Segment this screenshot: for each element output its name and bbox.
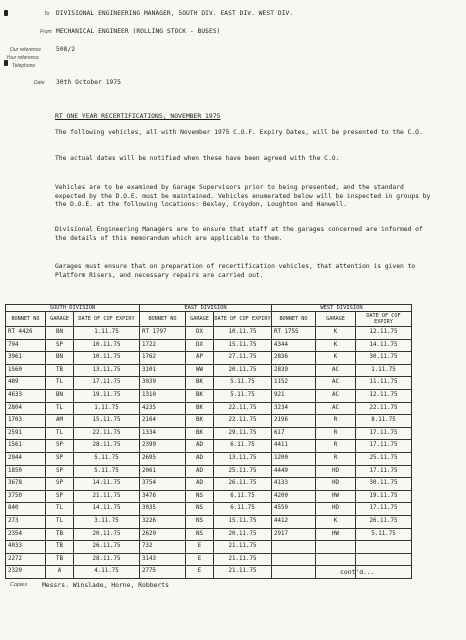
bonnet-no-cell: 4449 <box>272 465 316 478</box>
col-cof-expiry: DATE OF COF EXPIRY <box>214 312 272 327</box>
garage-cell: SP <box>46 465 74 478</box>
bonnet-no-cell: 794 <box>6 339 46 352</box>
cof-expiry-cell: 12.11.75 <box>356 327 412 340</box>
cof-expiry-cell: 20.11.75 <box>74 528 140 541</box>
table-row <box>6 339 412 352</box>
bonnet-no-cell: 1703 <box>6 415 46 428</box>
bonnet-no-cell: 3143 <box>140 553 186 566</box>
table-row <box>6 402 412 415</box>
col-garage: GARAGE <box>186 312 214 327</box>
garage-cell: K <box>316 515 356 528</box>
table-row <box>6 528 412 541</box>
cof-expiry-cell: 10.11.75 <box>214 327 272 340</box>
cof-expiry-cell: 26.11.75 <box>214 478 272 491</box>
garage-cell: R <box>316 427 356 440</box>
bonnet-no-cell: RT 1755 <box>272 327 316 340</box>
table-row <box>6 515 412 528</box>
cof-expiry-cell: 10.11.75 <box>74 339 140 352</box>
garage-cell: DX <box>186 339 214 352</box>
cof-expiry-cell: 29.11.75 <box>214 427 272 440</box>
garage-cell: HW <box>316 528 356 541</box>
bonnet-no-cell: 1722 <box>140 339 186 352</box>
bonnet-no-cell: 4559 <box>272 503 316 516</box>
garage-cell: SP <box>46 452 74 465</box>
garage-cell: AP <box>186 352 214 365</box>
bonnet-no-cell: 1200 <box>272 452 316 465</box>
cof-expiry-cell: 5.11.75 <box>74 465 140 478</box>
bonnet-no-cell: 3750 <box>6 490 46 503</box>
cof-expiry-cell: 26.11.75 <box>356 515 412 528</box>
cof-expiry-cell: 21.11.75 <box>214 553 272 566</box>
cof-expiry-cell: 22.11.75 <box>214 402 272 415</box>
bonnet-no-cell: 1334 <box>140 427 186 440</box>
table-row <box>6 541 412 554</box>
bonnet-no-cell: 2061 <box>140 465 186 478</box>
bonnet-no-cell: 2775 <box>140 566 186 579</box>
copies-label: Copies <box>10 582 28 588</box>
garage-cell: TL <box>46 515 74 528</box>
bonnet-no-cell: 2836 <box>272 352 316 365</box>
cof-expiry-cell: 5.11.75 <box>214 389 272 402</box>
east-division-header: EAST DIVISION <box>140 305 272 312</box>
garage-cell: E <box>186 566 214 579</box>
garage-cell: BN <box>46 327 74 340</box>
memo-subject: RT ONE YEAR RECERTIFICATIONS, NOVEMBER 1975 <box>55 112 221 120</box>
garage-cell: AC <box>316 377 356 390</box>
cof-expiry-cell: 26.11.75 <box>74 541 140 554</box>
col-bonnet-no: BONNET NO <box>272 312 316 327</box>
cof-expiry-cell: 6.11.75 <box>214 440 272 453</box>
cof-expiry-cell: 11.11.75 <box>356 377 412 390</box>
garage-cell: NS <box>186 503 214 516</box>
cof-expiry-cell: 12.11.75 <box>356 389 412 402</box>
cof-expiry-cell: 28.11.75 <box>74 440 140 453</box>
garage-cell: TB <box>46 553 74 566</box>
cof-expiry-cell: 27.11.75 <box>214 352 272 365</box>
garage-cell <box>316 553 356 566</box>
col-cof-expiry: DATE OF COF EXPIRY <box>74 312 140 327</box>
bonnet-no-cell <box>272 541 316 554</box>
cof-expiry-cell: 17.11.75 <box>356 465 412 478</box>
garage-cell: TB <box>46 528 74 541</box>
bonnet-no-cell: 4200 <box>272 490 316 503</box>
date-label: Date <box>34 80 45 86</box>
garage-cell: TL <box>46 377 74 390</box>
cof-expiry-cell: 6.11.75 <box>214 503 272 516</box>
cof-expiry-cell: 17.11.75 <box>74 377 140 390</box>
garage-cell: BK <box>186 402 214 415</box>
cof-expiry-cell: 30.11.75 <box>356 352 412 365</box>
bonnet-no-cell: 4344 <box>272 339 316 352</box>
cof-expiry-cell: 25.11.75 <box>214 465 272 478</box>
garage-cell: HW <box>316 490 356 503</box>
south-division-header: SOUTH DIVISION <box>6 305 140 312</box>
continued-note: cont'd... <box>340 568 375 576</box>
garage-cell: AC <box>316 364 356 377</box>
table-row <box>6 465 412 478</box>
paragraph-3: Vehicles are to be examined by Garage Supervisors prior to being presented, and the standard expected by the D.O.E. must be maintained. Vehicles enumerated below will be inspected in groups by the D.O.E. at the following locations: Bexley, Croydon, Loughton and Hanwell. <box>55 184 431 209</box>
table-row <box>6 415 412 428</box>
bonnet-no-cell: 840 <box>6 503 46 516</box>
west-division-header: WEST DIVISION <box>272 305 412 312</box>
table-row <box>6 440 412 453</box>
cof-expiry-cell: 15.11.75 <box>214 515 272 528</box>
paragraph-1: The following vehicles, all with November 1975 C.O.F. Expiry Dates, will be presented to the C.O. <box>55 129 423 136</box>
col-garage: GARAGE <box>316 312 356 327</box>
cof-expiry-cell: 5.11.75 <box>74 452 140 465</box>
bonnet-no-cell: RT 1797 <box>140 327 186 340</box>
cof-expiry-cell: 14.11.75 <box>74 478 140 491</box>
bonnet-no-cell: 3678 <box>6 478 46 491</box>
bonnet-no-cell: 2196 <box>272 415 316 428</box>
col-garage: GARAGE <box>46 312 74 327</box>
bonnet-no-cell: 4235 <box>140 402 186 415</box>
garage-cell: TB <box>46 541 74 554</box>
cof-expiry-cell: 21.11.75 <box>214 541 272 554</box>
cof-expiry-cell: 8.11.75 <box>356 415 412 428</box>
table-row <box>6 478 412 491</box>
garage-cell: TL <box>46 402 74 415</box>
garage-cell: BK <box>186 415 214 428</box>
bonnet-no-cell: 2839 <box>272 364 316 377</box>
cof-expiry-cell: 4.11.75 <box>74 566 140 579</box>
table-row <box>6 553 412 566</box>
bonnet-no-cell: 3476 <box>140 490 186 503</box>
cof-expiry-cell: 17.11.75 <box>356 427 412 440</box>
garage-cell: R <box>316 452 356 465</box>
garage-cell: NS <box>186 515 214 528</box>
garage-cell: A <box>46 566 74 579</box>
table-row <box>6 503 412 516</box>
garage-cell: K <box>316 352 356 365</box>
cof-expiry-cell: 19.11.75 <box>74 389 140 402</box>
bonnet-no-cell: 617 <box>272 427 316 440</box>
from-label: From <box>40 29 52 35</box>
garage-cell: R <box>316 440 356 453</box>
your-reference-label: Your reference <box>6 55 39 61</box>
cof-expiry-cell <box>356 541 412 554</box>
table-body <box>6 327 412 579</box>
garage-cell: K <box>316 327 356 340</box>
garage-cell: AD <box>186 478 214 491</box>
garage-cell: TB <box>46 364 74 377</box>
telephone-label: Telephone <box>12 63 36 69</box>
bonnet-no-cell: 1560 <box>6 364 46 377</box>
our-reference-label: Our reference <box>10 47 41 53</box>
cof-expiry-cell: 22.11.75 <box>74 427 140 440</box>
bonnet-no-cell: 3961 <box>6 352 46 365</box>
garage-cell: AD <box>186 440 214 453</box>
bonnet-no-cell: 4411 <box>272 440 316 453</box>
bonnet-no-cell: RT 4426 <box>6 327 46 340</box>
garage-cell: SP <box>46 478 74 491</box>
bonnet-no-cell: 3226 <box>140 515 186 528</box>
bonnet-no-cell: 2272 <box>6 553 46 566</box>
cof-expiry-cell: 1.11.75 <box>74 402 140 415</box>
cof-expiry-cell: 13.11.75 <box>214 452 272 465</box>
garage-cell: BK <box>186 389 214 402</box>
garage-cell: TL <box>46 503 74 516</box>
garage-cell <box>316 541 356 554</box>
garage-cell: NS <box>186 490 214 503</box>
bonnet-no-cell: 2591 <box>6 427 46 440</box>
garage-cell: BN <box>46 352 74 365</box>
garage-cell: BK <box>186 427 214 440</box>
punch-hole-mark <box>4 10 8 16</box>
cof-expiry-cell: 21.11.75 <box>214 566 272 579</box>
cof-expiry-cell <box>356 553 412 566</box>
garage-cell: BK <box>186 377 214 390</box>
bonnet-no-cell: 1561 <box>6 440 46 453</box>
bonnet-no-cell <box>272 553 316 566</box>
bonnet-no-cell: 2695 <box>140 452 186 465</box>
col-bonnet-no: BONNET NO <box>140 312 186 327</box>
cof-expiry-cell: 15.11.75 <box>74 415 140 428</box>
garage-cell: AM <box>46 415 74 428</box>
garage-cell: TL <box>46 427 74 440</box>
garage-cell: NS <box>186 528 214 541</box>
cof-expiry-cell: 15.11.75 <box>214 339 272 352</box>
bonnet-no-cell: 2917 <box>272 528 316 541</box>
cof-expiry-cell: 21.11.75 <box>74 490 140 503</box>
garage-cell: WW <box>186 364 214 377</box>
bonnet-no-cell: 3035 <box>140 503 186 516</box>
cof-expiry-cell: 14.11.75 <box>74 503 140 516</box>
to-label: To <box>44 11 50 17</box>
bonnet-no-cell: 1310 <box>140 389 186 402</box>
bonnet-no-cell: 1762 <box>140 352 186 365</box>
from-field: MECHANICAL ENGINEER (ROLLING STOCK - BUSES) <box>56 28 221 35</box>
recertification-table <box>5 304 412 579</box>
bonnet-no-cell: 4633 <box>6 389 46 402</box>
cof-expiry-cell: 5.11.75 <box>356 528 412 541</box>
bonnet-no-cell: 2320 <box>6 566 46 579</box>
cof-expiry-cell: 14.11.75 <box>356 339 412 352</box>
bonnet-no-cell: 2164 <box>140 415 186 428</box>
bonnet-no-cell: 3039 <box>140 377 186 390</box>
garage-cell: K <box>316 339 356 352</box>
garage-cell: AC <box>316 402 356 415</box>
table-row <box>6 352 412 365</box>
table-row <box>6 389 412 402</box>
cof-expiry-cell: 13.11.75 <box>74 364 140 377</box>
bonnet-no-cell: 3101 <box>140 364 186 377</box>
table-row <box>6 490 412 503</box>
cof-expiry-cell: 6.11.75 <box>214 490 272 503</box>
cof-expiry-cell: 28.11.75 <box>74 553 140 566</box>
paragraph-5: Garages must ensure that on preparation of recertification vehicles, that attention is given to Platform Risers, and necessary repairs are carried out. <box>55 263 416 279</box>
bonnet-no-cell: 3754 <box>140 478 186 491</box>
bonnet-no-cell: 4412 <box>272 515 316 528</box>
col-bonnet-no: BONNET NO <box>6 312 46 327</box>
garage-cell: HD <box>316 503 356 516</box>
to-field: DIVISIONAL ENGINEERING MANAGER, SOUTH DIV. EAST DIV. WEST DIV. <box>56 10 294 17</box>
bonnet-no-cell: 1850 <box>6 465 46 478</box>
cof-expiry-cell: 17.11.75 <box>356 440 412 453</box>
garage-cell: SP <box>46 440 74 453</box>
cof-expiry-cell: 1.11.75 <box>356 364 412 377</box>
bonnet-no-cell: 2944 <box>6 452 46 465</box>
division-header-row <box>6 305 412 312</box>
garage-cell: SP <box>46 339 74 352</box>
bonnet-no-cell: 2354 <box>6 528 46 541</box>
cof-expiry-cell: 1.11.75 <box>74 327 140 340</box>
bonnet-no-cell <box>272 566 316 579</box>
garage-cell: R <box>316 415 356 428</box>
copies-recipients: Messrs. Winslade, Horne, Robberts <box>42 581 169 589</box>
garage-cell: E <box>186 553 214 566</box>
cof-expiry-cell: 30.11.75 <box>356 478 412 491</box>
table-row <box>6 452 412 465</box>
our-reference-value: 508/2 <box>56 46 76 53</box>
cof-expiry-cell: 22.11.75 <box>356 402 412 415</box>
garage-cell: BN <box>46 389 74 402</box>
cof-expiry-cell: 17.11.75 <box>356 503 412 516</box>
cof-expiry-cell: 10.11.75 <box>74 352 140 365</box>
bonnet-no-cell: 2620 <box>140 528 186 541</box>
cof-expiry-cell: 25.11.75 <box>356 452 412 465</box>
bonnet-no-cell: 732 <box>140 541 186 554</box>
table-row <box>6 377 412 390</box>
garage-cell: DX <box>186 327 214 340</box>
date-value: 30th October 1975 <box>56 79 122 86</box>
cof-expiry-cell: 3.11.75 <box>74 515 140 528</box>
col-cof-expiry: DATE OF COF EXPIRY <box>356 312 412 327</box>
bonnet-no-cell: 273 <box>6 515 46 528</box>
table-row <box>6 327 412 340</box>
bonnet-no-cell: 4133 <box>272 478 316 491</box>
table-row <box>6 364 412 377</box>
table-row <box>6 427 412 440</box>
garage-cell: HD <box>316 478 356 491</box>
bonnet-no-cell: 1152 <box>272 377 316 390</box>
paragraph-4: Divisional Engineering Managers are to ensure that staff at the garages concerned are informed of the details of this memorandum which are applicable to them. <box>55 226 423 242</box>
garage-cell: AD <box>186 465 214 478</box>
garage-cell: HD <box>316 465 356 478</box>
bonnet-no-cell: 2399 <box>140 440 186 453</box>
cof-expiry-cell: 20.11.75 <box>214 364 272 377</box>
cof-expiry-cell: 20.11.75 <box>214 528 272 541</box>
bonnet-no-cell: 2804 <box>6 402 46 415</box>
paragraph-2: The actual dates will be notified when these have been agreed with the C.O. <box>55 155 340 162</box>
garage-cell: AD <box>186 452 214 465</box>
cof-expiry-cell: 19.11.75 <box>356 490 412 503</box>
bonnet-no-cell: 4033 <box>6 541 46 554</box>
bonnet-no-cell: 921 <box>272 389 316 402</box>
garage-cell: SP <box>46 490 74 503</box>
column-header-row <box>6 312 412 327</box>
bonnet-no-cell: 489 <box>6 377 46 390</box>
cof-expiry-cell: 22.11.75 <box>214 415 272 428</box>
cof-expiry-cell: 5.11.75 <box>214 377 272 390</box>
garage-cell: E <box>186 541 214 554</box>
garage-cell: AC <box>316 389 356 402</box>
bonnet-no-cell: 3234 <box>272 402 316 415</box>
